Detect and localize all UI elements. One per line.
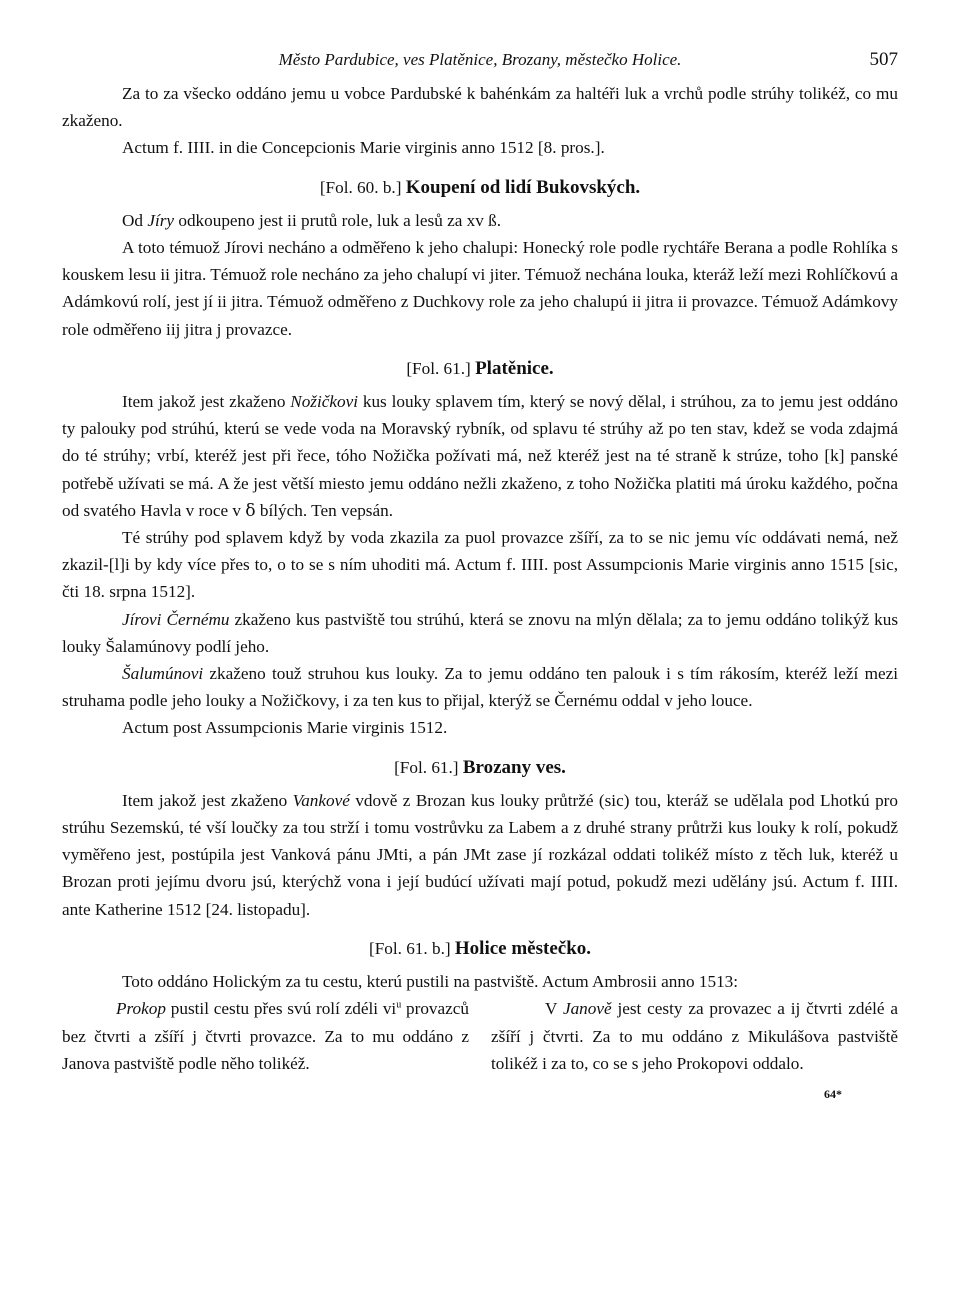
section-title: Koupení od lidí Bukovských. [405, 176, 641, 198]
text: Od [122, 210, 148, 230]
left-column [62, 995, 469, 1077]
paragraph [62, 388, 898, 524]
text: provazců bez čtvrti a zšíří j čtvrti provazce. Za to mu oddáno z Janova pastviště podle něho tolikéž. [62, 999, 469, 1073]
folio-reference: [Fol. 61.] [406, 358, 471, 378]
folio-reference: [Fol. 61.] [394, 757, 459, 777]
paragraph [62, 787, 898, 923]
folio-reference: [Fol. 60. b.] [319, 177, 402, 197]
page-number: 507 [869, 49, 898, 70]
text: V [545, 999, 563, 1019]
text: jest cesty za provazec a ij čtvrti zdélé a zšíří j čtvrti. Za to mu oddáno z Mikulášova pastviště tolikéž i za to, co se s jeho Prokopovi oddalo. [491, 999, 898, 1073]
text: vdově z Brozan kus louky průtržé (sic) tou, kteráž se udělala pod Lhotkú pro strúhu Sezemskú, té vší loučky za tou strží i tomu vostrůvku za Labem a z druhé strany průtrži kus louky k rolí, pokudž vyměřeno jest, postúpila jest Vanková pánu JMti, a pán JMt zase jí rozkázal oddati tolikéž místo z těch luk, kteréž u Brozan proti jejímu dvoru jsú, kterýchž vona i její budúcí užívati mají potud, pokudž mezi udělány jsú. Actum f. IIII. ante Katherine 1512 [24. listopadu]. [62, 790, 898, 919]
paragraph: Actum f. IIII. in die Concepcionis Marie virginis anno 1512 [8. pros.]. [122, 138, 605, 158]
paragraph [62, 660, 898, 714]
person-name: Nožičkovi [290, 392, 359, 412]
person-name: Šalumúnovi [122, 664, 204, 684]
section-heading [62, 754, 898, 781]
person-name: Janově [562, 999, 612, 1019]
section-heading [62, 355, 898, 382]
text: zkaženo touž struhou kus louky. Za to jemu oddáno ten palouk i s tím rákosím, kteréž leží mezi struhama podle jeho louky a Nožičkovy, i za ten kus to přijal, kterýž se Černému oddal v jeho louce. [62, 664, 898, 711]
section-heading [62, 174, 898, 201]
page-header [62, 46, 898, 80]
paragraph [62, 995, 469, 1077]
section-title: Platěnice. [475, 357, 554, 379]
text: Item jakož jest zkaženo [122, 790, 293, 810]
folio-reference: [Fol. 61. b.] [368, 938, 451, 958]
page [62, 46, 898, 1108]
person-name: Vankové [292, 790, 350, 810]
section-title: Brozany ves. [462, 756, 566, 778]
section-title: Holice městečko. [454, 937, 592, 959]
text: pustil cestu přes svú rolí zdéli vi [165, 999, 397, 1019]
paragraph: Té strúhy pod splavem když by voda zkazila za puol provazce zšíří, za to se nic jemu víc oddávati nemá, než zkazil-[l]i by kdy více přes to, o to se s ním uhoditi má. Actum f. IIII. post Assumpcionis Marie virginis anno 1515 [sic, čti 18. srpna 1512]. [62, 528, 898, 602]
text: kus louky splavem tím, který se nový dělal, i strúhou, za to jemu jest oddáno ty palouky pod strúhú, kterú se vede voda na Moravský rybník, od splavu té strúhy až po ten stav, kdež se voda zdajmá do té strúhy; vrbí, kteréž jest při řece, tóho Nožička požívati má, než kteréž jest na té straně k strúze, toho [k] panské potřebě užívati se má. A že jest větší miesto jemu oddáno nežli zkaženo, z toho Nožička platiti má úroku každého, počna od svatého Havla v roce v ẟ bílých. Ten vepsán. [62, 392, 898, 520]
paragraph [62, 606, 898, 660]
person-name: Jírovi Černému [122, 609, 230, 629]
paragraph [62, 207, 898, 234]
section-heading [62, 935, 898, 962]
right-column [491, 995, 898, 1077]
running-head: Město Pardubice, ves Platěnice, Brozany, městečko Holice. [278, 50, 682, 69]
text: Item jakož jest zkaženo [122, 392, 291, 412]
paragraph: Za to za všecko oddáno jemu u vobce Pardubské k bahénkám za haltéři luk a vrchů podle strúhy tolikéž, co mu zkaženo. [62, 84, 898, 131]
paragraph: Actum post Assumpcionis Marie virginis 1512. [122, 718, 448, 738]
person-name: Prokop [116, 999, 166, 1019]
person-name: Jíry [147, 210, 175, 230]
superscript: u [396, 999, 402, 1011]
signature-mark: 64* [824, 1086, 842, 1101]
two-column-block [62, 995, 898, 1077]
paragraph: Toto oddáno Holickým za tu cestu, kterú pustili na pastviště. Actum Ambrosii anno 1513: [122, 972, 739, 992]
text: odkoupeno jest ii prutů role, luk a lesů za xv ß. [174, 210, 502, 230]
paragraph [491, 995, 898, 1077]
paragraph: A toto témuož Jírovi necháno a odměřeno k jeho chalupi: Honecký role podle rychtáře Berana a podle Rohlíka s kouskem lesu ii jitra. Témuož role necháno za jeho chalupí vi jiter. Témuož nechána louka, kteráž leží mezi Rohlíčkovú a Adámkovú rolí, jest jí ii jitra. Témuož odměřeno z Duchkovy role za jeho chalupú ii jitra ii provazce. Témuož Adámkovy role odměřeno iij jitra j provazce. [62, 238, 898, 339]
text: zkaženo kus pastviště tou strúhú, která se znovu na mlýn dělala; za to jemu oddáno tolikýž kus louky Šalamúnovy podlí jeho. [62, 609, 899, 656]
